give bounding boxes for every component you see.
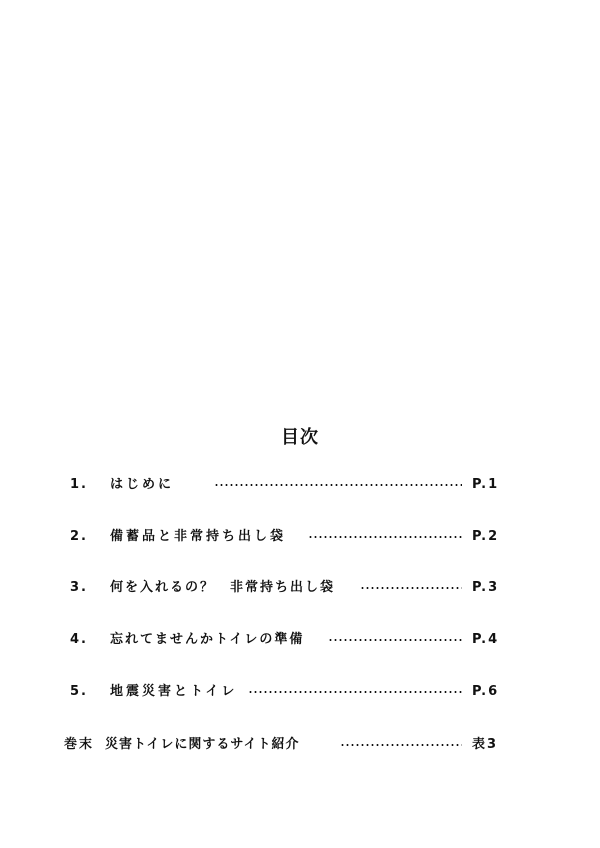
toc-number: 2. <box>70 529 88 544</box>
toc-title: 災害トイレに関するサイト紹介 <box>105 737 300 752</box>
toc-page-number: P.6 <box>472 684 500 699</box>
toc-title: 地震災害とトイレ <box>110 684 238 699</box>
toc-page-number: 表3 <box>472 737 499 752</box>
toc-number: 巻末 <box>64 737 95 752</box>
toc-row-2[interactable] <box>0 527 600 547</box>
toc-number: 3. <box>70 580 88 595</box>
toc-number: 5. <box>70 684 88 699</box>
toc-number: 4. <box>70 632 88 647</box>
toc-page-number: P.3 <box>472 580 500 595</box>
toc-row-4[interactable] <box>0 630 600 650</box>
toc-page-number: P.4 <box>472 632 500 647</box>
toc-number: 1. <box>70 477 88 492</box>
toc-title: 備蓄品と非常持ち出し袋 <box>110 529 287 544</box>
toc-row-3[interactable] <box>0 578 600 598</box>
page-title: 目次 <box>281 427 319 448</box>
toc-page-number: P.1 <box>472 477 500 492</box>
toc-dot-leader <box>360 578 462 598</box>
toc-page-number: P.2 <box>472 529 500 544</box>
toc-row-5[interactable] <box>0 682 600 702</box>
toc-dot-leader <box>248 682 462 702</box>
toc-title: 何を入れるの？ 非常持ち出し袋 <box>110 580 336 595</box>
toc-dot-leader <box>214 475 462 495</box>
toc-dot-leader <box>308 527 462 547</box>
toc-dot-leader <box>340 735 462 755</box>
toc-title: 忘れてませんかトイレの準備 <box>110 632 305 647</box>
toc-row-1[interactable] <box>0 475 600 495</box>
toc-dot-leader <box>328 630 462 650</box>
toc-title: はじめに <box>110 477 175 492</box>
toc-row-appendix[interactable] <box>0 735 600 755</box>
